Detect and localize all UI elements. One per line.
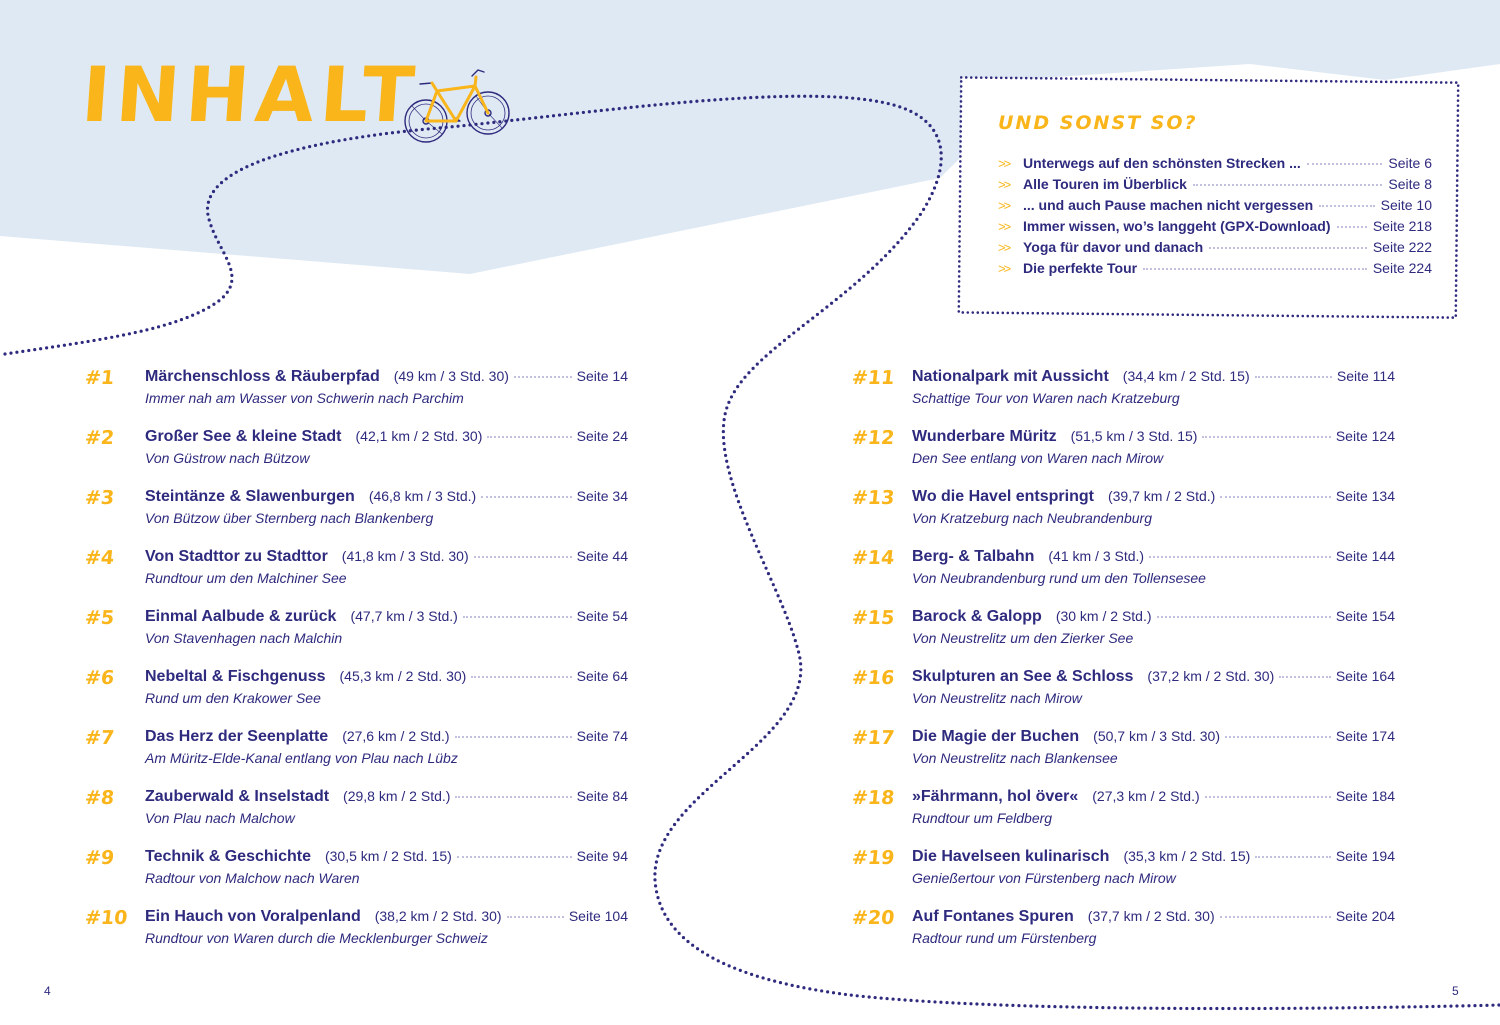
tour-name: Steintänze & Slawenburgen bbox=[145, 488, 355, 505]
tour-subtitle: Immer nah am Wasser von Schwerin nach Parchim bbox=[145, 390, 464, 406]
extras-item-page: Seite 8 bbox=[1388, 176, 1432, 192]
tour-subtitle: Von Kratzeburg nach Neubrandenburg bbox=[912, 510, 1152, 526]
tour-name: Wunderbare Müritz bbox=[912, 428, 1057, 445]
tour-name: Ein Hauch von Voralpenland bbox=[145, 908, 361, 925]
tour-name: Berg- & Talbahn bbox=[912, 548, 1035, 565]
tour-distance-duration: (50,7 km / 3 Std. 30) bbox=[1093, 728, 1220, 744]
tour-name: Wo die Havel entspringt bbox=[912, 488, 1094, 505]
dot-leader bbox=[1220, 496, 1331, 498]
tour-entry-20[interactable] bbox=[852, 907, 1395, 951]
tour-page: Seite 94 bbox=[576, 848, 628, 864]
dot-leader bbox=[1205, 796, 1331, 798]
tour-number: #7 bbox=[83, 727, 116, 749]
dot-leader bbox=[1193, 184, 1383, 186]
dot-leader bbox=[463, 616, 572, 618]
tour-number: #4 bbox=[83, 547, 116, 569]
tour-distance-duration: (34,4 km / 2 Std. 15) bbox=[1122, 368, 1250, 384]
dot-leader bbox=[474, 556, 572, 558]
tour-name: Märchenschloss & Räuberpfad bbox=[145, 368, 380, 385]
tour-subtitle: Radtour von Malchow nach Waren bbox=[145, 870, 360, 886]
dot-leader bbox=[487, 436, 571, 438]
tour-distance-duration: (41,8 km / 3 Std. 30) bbox=[341, 548, 469, 564]
tour-number: #12 bbox=[850, 427, 896, 449]
tour-distance-duration: (42,1 km / 2 Std. 30) bbox=[355, 428, 483, 444]
extras-item-label: Die perfekte Tour bbox=[1023, 260, 1138, 276]
extras-item[interactable] bbox=[998, 197, 1432, 218]
tour-page: Seite 134 bbox=[1335, 488, 1395, 504]
tour-entry-6[interactable] bbox=[85, 667, 628, 711]
tour-number: #3 bbox=[83, 487, 116, 509]
tour-entry-12[interactable] bbox=[852, 427, 1395, 471]
tour-distance-duration: (45,3 km / 2 Std. 30) bbox=[339, 668, 467, 684]
tour-name: Von Stadttor zu Stadttor bbox=[145, 548, 328, 565]
tour-page: Seite 64 bbox=[576, 668, 628, 684]
tour-subtitle: Von Plau nach Malchow bbox=[145, 810, 295, 826]
tour-entry-8[interactable] bbox=[85, 787, 628, 831]
tour-entry-7[interactable] bbox=[85, 727, 628, 771]
tour-number: #2 bbox=[83, 427, 116, 449]
extras-item[interactable] bbox=[998, 155, 1432, 176]
tour-distance-duration: (41 km / 3 Std.) bbox=[1048, 548, 1145, 564]
tour-subtitle: Am Müritz-Elde-Kanal entlang von Plau nach Lübz bbox=[145, 750, 458, 766]
extras-title: UND SONST SO? bbox=[998, 112, 1198, 134]
extras-item-page: Seite 218 bbox=[1372, 218, 1432, 234]
tour-distance-duration: (35,3 km / 2 Std. 15) bbox=[1123, 848, 1251, 864]
tour-number: #14 bbox=[850, 547, 896, 569]
tour-distance-duration: (37,7 km / 2 Std. 30) bbox=[1087, 908, 1215, 924]
tour-subtitle: Rundtour um den Malchiner See bbox=[145, 570, 347, 586]
tour-distance-duration: (30 km / 2 Std.) bbox=[1055, 608, 1152, 624]
dot-leader bbox=[507, 916, 564, 918]
tour-name: Das Herz der Seenplatte bbox=[145, 728, 329, 745]
extras-item-page: Seite 6 bbox=[1388, 155, 1432, 171]
tour-page: Seite 174 bbox=[1335, 728, 1395, 744]
tour-number: #1 bbox=[83, 367, 116, 389]
tour-number: #11 bbox=[850, 367, 896, 389]
dot-leader bbox=[1255, 856, 1331, 858]
tour-distance-duration: (37,2 km / 2 Std. 30) bbox=[1147, 668, 1275, 684]
tour-page: Seite 164 bbox=[1335, 668, 1395, 684]
dot-leader bbox=[1307, 163, 1383, 165]
extras-item-page: Seite 222 bbox=[1372, 239, 1432, 255]
tour-name: »Fährmann, hol över« bbox=[912, 788, 1079, 805]
tour-subtitle: Rundtour um Feldberg bbox=[912, 810, 1053, 826]
tour-entry-11[interactable] bbox=[852, 367, 1395, 411]
tour-page: Seite 34 bbox=[576, 488, 628, 504]
tour-name: Technik & Geschichte bbox=[145, 848, 311, 865]
tour-entry-13[interactable] bbox=[852, 487, 1395, 531]
tour-distance-duration: (30,5 km / 2 Std. 15) bbox=[324, 848, 452, 864]
extras-item[interactable] bbox=[998, 260, 1432, 281]
tour-page: Seite 104 bbox=[568, 908, 628, 924]
tour-entry-15[interactable] bbox=[852, 607, 1395, 651]
tour-distance-duration: (47,7 km / 3 Std.) bbox=[350, 608, 458, 624]
tour-page: Seite 44 bbox=[576, 548, 628, 564]
tour-page: Seite 24 bbox=[576, 428, 628, 444]
tour-page: Seite 124 bbox=[1335, 428, 1395, 444]
double-chevron-icon: >> bbox=[998, 261, 1010, 276]
tour-name: Nebeltal & Fischgenuss bbox=[145, 668, 326, 685]
dot-leader bbox=[481, 496, 571, 498]
tour-subtitle: Rund um den Krakower See bbox=[145, 690, 321, 706]
tour-name: Barock & Galopp bbox=[912, 608, 1042, 625]
dot-leader bbox=[1279, 676, 1331, 678]
tour-page: Seite 84 bbox=[576, 788, 628, 804]
dot-leader bbox=[1202, 436, 1330, 438]
tour-distance-duration: (39,7 km / 2 Std.) bbox=[1107, 488, 1216, 504]
tour-entry-3[interactable] bbox=[85, 487, 628, 531]
tour-entry-1[interactable] bbox=[85, 367, 628, 411]
tour-distance-duration: (46,8 km / 3 Std.) bbox=[368, 488, 477, 504]
tour-subtitle: Von Neubrandenburg rund um den Tollensesee bbox=[912, 570, 1206, 586]
tour-subtitle: Schattige Tour von Waren nach Kratzeburg bbox=[912, 390, 1180, 406]
tour-subtitle: Von Neustrelitz um den Zierker See bbox=[912, 630, 1134, 646]
dot-leader bbox=[514, 376, 572, 378]
tour-number: #9 bbox=[83, 847, 116, 869]
extras-item-page: Seite 10 bbox=[1380, 197, 1432, 213]
tour-entry-19[interactable] bbox=[852, 847, 1395, 891]
tour-subtitle: Von Güstrow nach Bützow bbox=[145, 450, 310, 466]
tour-subtitle: Radtour rund um Fürstenberg bbox=[912, 930, 1097, 946]
tour-number: #5 bbox=[83, 607, 116, 629]
tour-subtitle: Den See entlang von Waren nach Mirow bbox=[912, 450, 1164, 466]
extras-item-label: ... und auch Pause machen nicht vergessen bbox=[1023, 197, 1314, 213]
tour-name: Skulpturen an See & Schloss bbox=[912, 668, 1134, 685]
page-number-left: 4 bbox=[44, 984, 51, 998]
dot-leader bbox=[1157, 616, 1331, 618]
tour-entry-18[interactable] bbox=[852, 787, 1395, 831]
double-chevron-icon: >> bbox=[998, 177, 1010, 192]
tour-distance-duration: (51,5 km / 3 Std. 15) bbox=[1070, 428, 1198, 444]
extras-item[interactable] bbox=[998, 218, 1432, 239]
tour-number: #6 bbox=[83, 667, 116, 689]
tour-page: Seite 74 bbox=[576, 728, 628, 744]
tour-number: #15 bbox=[850, 607, 896, 629]
dot-leader bbox=[1209, 247, 1367, 249]
extras-item[interactable] bbox=[998, 176, 1432, 197]
extras-list bbox=[998, 155, 1432, 281]
tour-entry-9[interactable] bbox=[85, 847, 628, 891]
tour-page: Seite 144 bbox=[1335, 548, 1395, 564]
page-number-right: 5 bbox=[1452, 984, 1459, 998]
tour-number: #19 bbox=[850, 847, 896, 869]
tour-name: Nationalpark mit Aussicht bbox=[912, 368, 1109, 385]
tour-number: #20 bbox=[850, 907, 896, 929]
tour-distance-duration: (27,3 km / 2 Std.) bbox=[1092, 788, 1200, 804]
tour-entry-17[interactable] bbox=[852, 727, 1395, 771]
tour-number: #13 bbox=[850, 487, 896, 509]
dot-leader bbox=[471, 676, 571, 678]
tour-entry-10[interactable] bbox=[85, 907, 628, 951]
tour-distance-duration: (38,2 km / 2 Std. 30) bbox=[374, 908, 502, 924]
tour-subtitle: Rundtour von Waren durch die Mecklenburger Schweiz bbox=[145, 930, 488, 946]
double-chevron-icon: >> bbox=[998, 240, 1010, 255]
extras-item-label: Unterwegs auf den schönsten Strecken ... bbox=[1023, 155, 1301, 171]
tour-entry-5[interactable] bbox=[85, 607, 628, 651]
dot-leader bbox=[455, 736, 572, 738]
dot-leader bbox=[1143, 268, 1367, 270]
tour-page: Seite 184 bbox=[1335, 788, 1395, 804]
tour-entry-4[interactable] bbox=[85, 547, 628, 591]
tour-name: Zauberwald & Inselstadt bbox=[145, 788, 330, 805]
double-chevron-icon: >> bbox=[998, 219, 1010, 234]
extras-box bbox=[960, 80, 1460, 316]
tour-distance-duration: (49 km / 3 Std. 30) bbox=[393, 368, 509, 384]
tour-subtitle: Von Stavenhagen nach Malchin bbox=[145, 630, 343, 646]
tour-name: Großer See & kleine Stadt bbox=[145, 428, 342, 445]
double-chevron-icon: >> bbox=[998, 156, 1010, 171]
tour-page: Seite 154 bbox=[1335, 608, 1395, 624]
tour-page: Seite 204 bbox=[1335, 908, 1395, 924]
tour-number: #10 bbox=[83, 907, 129, 929]
extras-item-page: Seite 224 bbox=[1372, 260, 1432, 276]
dot-leader bbox=[455, 796, 571, 798]
tour-page: Seite 14 bbox=[576, 368, 628, 384]
tour-entry-14[interactable] bbox=[852, 547, 1395, 591]
bicycle-icon bbox=[402, 66, 514, 146]
tour-distance-duration: (27,6 km / 2 Std.) bbox=[342, 728, 450, 744]
page-title: INHALT bbox=[78, 50, 424, 139]
tour-subtitle: Von Neustrelitz nach Blankensee bbox=[912, 750, 1118, 766]
tour-number: #18 bbox=[850, 787, 896, 809]
tour-entry-2[interactable] bbox=[85, 427, 628, 471]
tour-subtitle: Genießertour von Fürstenberg nach Mirow bbox=[912, 870, 1176, 886]
dot-leader bbox=[1337, 226, 1367, 228]
tour-number: #17 bbox=[850, 727, 896, 749]
dot-leader bbox=[1255, 376, 1332, 378]
tour-distance-duration: (29,8 km / 2 Std.) bbox=[343, 788, 451, 804]
extras-item-label: Yoga für davor und danach bbox=[1023, 239, 1204, 255]
tour-page: Seite 114 bbox=[1336, 368, 1395, 384]
extras-item[interactable] bbox=[998, 239, 1432, 260]
tour-name: Einmal Aalbude & zurück bbox=[145, 608, 337, 625]
dot-leader bbox=[1225, 736, 1331, 738]
tour-number: #16 bbox=[850, 667, 896, 689]
tour-entry-16[interactable] bbox=[852, 667, 1395, 711]
tour-subtitle: Von Neustrelitz nach Mirow bbox=[912, 690, 1082, 706]
dot-leader bbox=[457, 856, 572, 858]
tour-page: Seite 194 bbox=[1335, 848, 1395, 864]
dot-leader bbox=[1220, 916, 1331, 918]
extras-item-label: Alle Touren im Überblick bbox=[1023, 176, 1187, 192]
double-chevron-icon: >> bbox=[998, 198, 1010, 213]
tour-number: #8 bbox=[83, 787, 116, 809]
tour-page: Seite 54 bbox=[576, 608, 628, 624]
tour-subtitle: Von Bützow über Sternberg nach Blankenberg bbox=[145, 510, 434, 526]
tour-name: Die Havelseen kulinarisch bbox=[912, 848, 1110, 865]
tour-name: Die Magie der Buchen bbox=[912, 728, 1080, 745]
extras-item-label: Immer wissen, wo’s langgeht (GPX-Download) bbox=[1023, 218, 1331, 234]
dot-leader bbox=[1149, 556, 1331, 558]
dot-leader bbox=[1319, 205, 1374, 207]
tour-name: Auf Fontanes Spuren bbox=[912, 908, 1074, 925]
